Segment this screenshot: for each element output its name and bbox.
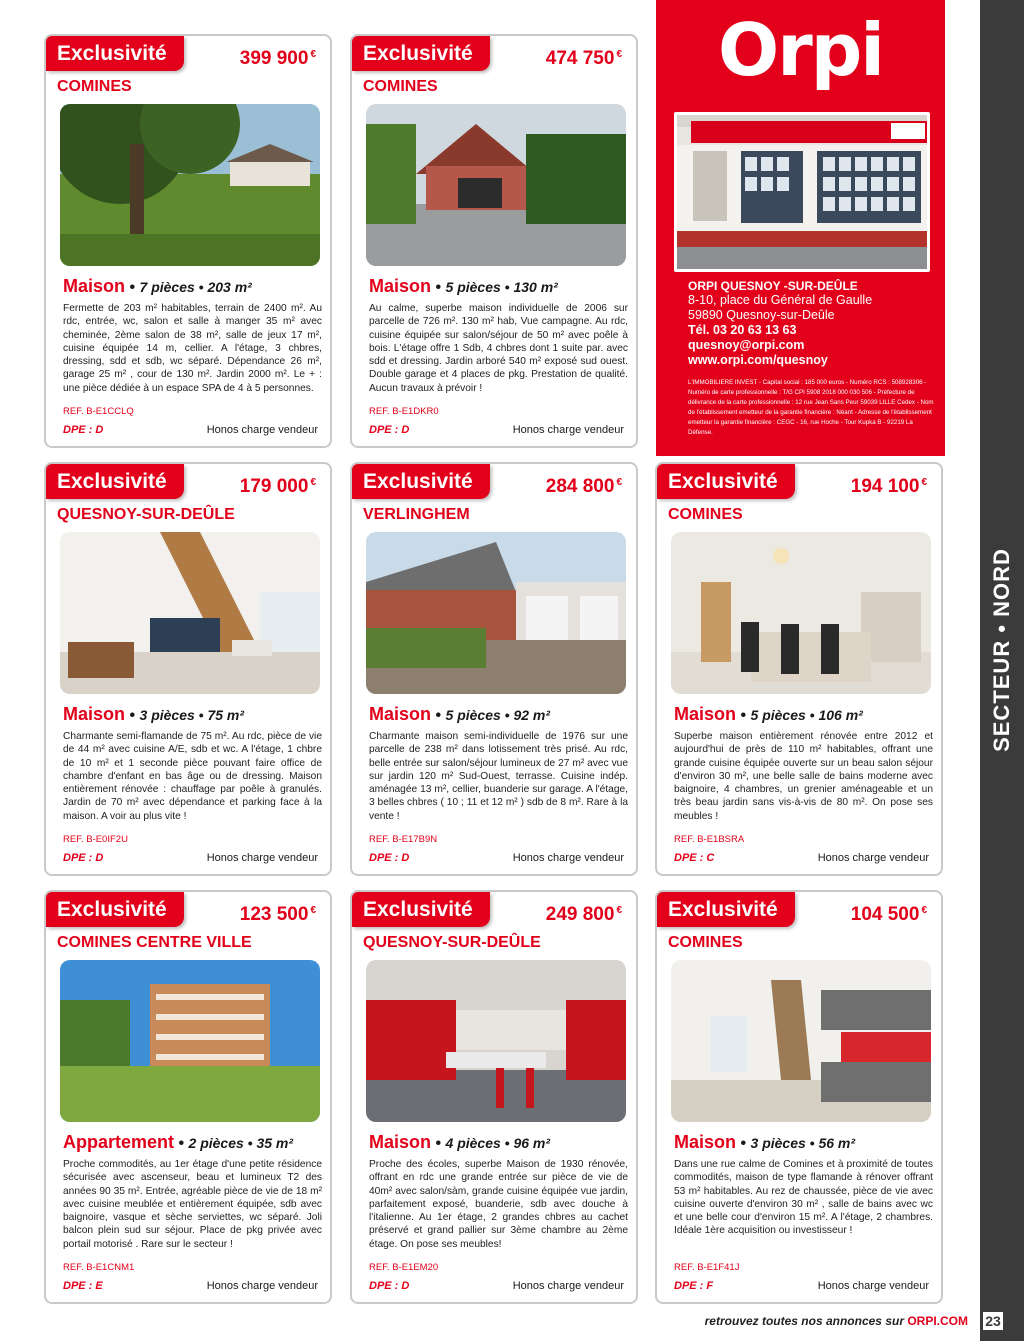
listing-ref: REF. B-E1F41J [674, 1262, 740, 1273]
listing-dpe: DPE : C [674, 852, 715, 864]
agency-panel [656, 0, 945, 456]
agency-website[interactable]: www.orpi.com/quesnoy [688, 353, 828, 367]
listing-honos: Honos charge vendeur [512, 424, 624, 436]
agency-contact [688, 279, 872, 368]
listing-photo[interactable] [60, 960, 320, 1122]
listing-description: Proche commodités, au 1er étage d'une petite résidence sécurisée avec ascenseur, beau et lumineux T2 des années 90 35 m². Entrée, agréable pièce de vie de 18 m² avec cuisine meublée et entièrement équipée, sdb avec baignoire, vasque et sèche serviettes, wc séparé. Joli balcon plein sud sur séjour. Place de pkg privée avec portail motorisé . Rare sur le secteur ! [63, 1159, 322, 1250]
listing-description: Au calme, superbe maison individuelle de 2006 sur parcelle de 726 m². 130 m² hab, Vue campagne. Au rdc, cuisine équipée sur salon/séjour de 50 m² avec poêle à bois. L'étage offre 1 Sdb, 4 chbres dont 1 suite par. avec sdd et dressing. Jardin arboré 540 m² exposé sud ouest. Double garage et 4 places de pkg. Prestation de qualité. Aucun travaux à prévoir ! [369, 303, 628, 394]
listing-city: COMINES [668, 506, 743, 523]
listing-headline: Appartement • 2 pièces • 35 m² [63, 1132, 294, 1152]
listing-dpe: DPE : E [63, 1280, 103, 1292]
listing-ref: REF. B-E1CNM1 [63, 1262, 135, 1273]
agency-address-2: 59890 Quesnoy-sur-Deûle [688, 308, 835, 322]
listing-dpe: DPE : D [369, 852, 410, 864]
listing-headline: Maison • 5 pièces • 106 m² [674, 704, 863, 724]
exclusive-tag: Exclusivité [657, 892, 795, 927]
listing-headline: Maison • 7 pièces • 203 m² [63, 276, 252, 296]
listing-price: 179 000 € [239, 476, 316, 497]
page-number: 23 [983, 1312, 1003, 1330]
listing-dpe: DPE : D [369, 1280, 410, 1292]
listing-ref: REF. B-E0IF2U [63, 834, 128, 845]
listing-honos: Honos charge vendeur [512, 852, 624, 864]
listing-description: Dans une rue calme de Comines et à proximité de toutes commodités, maison de type flamande à rénover offrant 53 m² habitables. Au rez de chaussée, pièce de vie avec cuisine ouverte d'environ 30 m² , salle de bains avec wc et une belle cour d'environ 15 m². A l'étage, 2 chambres. Idéale 1ère acquisition ou investisseur ! [674, 1159, 933, 1237]
exclusive-tag: Exclusivité [46, 892, 184, 927]
exclusive-tag: Exclusivité [657, 464, 795, 499]
listing-city: QUESNOY-SUR-DEÛLE [57, 506, 235, 523]
sector-label: SECTEUR • NORD [989, 548, 1014, 752]
listing-description: Proche des écoles, superbe Maison de 1930 rénovée, offrant en rdc une grande entrée sur pièce de vie de 40m² avec salon/sàm, grande cuisine équipée vue jardin, parfaitement exposé, buanderie, sdb avec douche à l'italienne. Au 1er étage, 2 grandes chbres au cachet préservé et grand pallier sur 3ème chambre au 2ème étage. On pose ses meubles! [369, 1159, 628, 1250]
listing-city: COMINES [57, 78, 132, 95]
listing-card[interactable] [655, 462, 943, 876]
exclusive-tag: Exclusivité [46, 36, 184, 71]
agency-email[interactable]: quesnoy@orpi.com [688, 338, 805, 352]
listing-dpe: DPE : D [63, 852, 104, 864]
listing-price: 123 500 € [239, 904, 316, 925]
listing-price: 104 500 € [850, 904, 927, 925]
listing-city: COMINES [668, 934, 743, 951]
agency-storefront-photo [674, 112, 930, 272]
listing-photo[interactable] [366, 532, 626, 694]
listing-dpe: DPE : D [369, 424, 410, 436]
footer-cta[interactable]: retrouvez toutes nos annonces sur ORPI.COM [704, 1314, 968, 1328]
listing-honos: Honos charge vendeur [817, 1280, 929, 1292]
listing-headline: Maison • 3 pièces • 75 m² [63, 704, 245, 724]
agency-legal-text: L'IMMOBILIERE INVEST - Capital social : 185 000 euros - Numéro RCS : 508928306 - Numéro de carte professionnelle : T/G CPI 5908 2018 000 030 506 - Préfecture de délivrance de la carte professionnelle : 12 rue Jean Sans Peur 59039 LILLE Cedex - Nom de l'établissement emetteur de la garantie financière : Néant - Adresse de l'établissement emetteur la garantie financière : CEGC - 16, rue Hoche - Tour Kupka B - 92219 La Défense. [688, 379, 934, 436]
listing-headline: Maison • 5 pièces • 92 m² [369, 704, 551, 724]
listing-ref: REF. B-E1DKR0 [369, 406, 439, 417]
orpi-logo: Orpi [718, 8, 883, 92]
listing-card[interactable] [44, 34, 332, 448]
listing-photo[interactable] [60, 532, 320, 694]
listing-honos: Honos charge vendeur [206, 852, 318, 864]
listing-dpe: DPE : D [63, 424, 104, 436]
listing-honos: Honos charge vendeur [206, 1280, 318, 1292]
listing-headline: Maison • 5 pièces • 130 m² [369, 276, 558, 296]
listing-honos: Honos charge vendeur [512, 1280, 624, 1292]
listing-photo[interactable] [366, 960, 626, 1122]
listing-photo[interactable] [671, 960, 931, 1122]
listing-city: COMINES [363, 78, 438, 95]
listing-headline: Maison • 4 pièces • 96 m² [369, 1132, 551, 1152]
listing-price: 284 800 € [545, 476, 622, 497]
listing-dpe: DPE : F [674, 1280, 714, 1292]
listing-price: 194 100 € [850, 476, 927, 497]
listing-photo[interactable] [671, 532, 931, 694]
listing-description: Charmante maison semi-individuelle de 1976 sur une parcelle de 238 m² dans lotissement très prisé. Au rdc, belle entrée sur salon/séjour lumineux de 27 m² avec vue sur jardin 120 m² Sud-Ouest, terrasse. Cuisine indép. aménagée 13 m², cellier, buanderie sur garage. A l'étage, 3 belles chbres ( 10 ; 11 et 12 m² ) sdb de 8 m². Rare à la vente ! [369, 731, 628, 822]
listing-card[interactable] [350, 890, 638, 1304]
listing-ref: REF. B-E1BSRA [674, 834, 745, 845]
listing-card[interactable] [655, 890, 943, 1304]
listing-ref: REF. B-E1CCLQ [63, 406, 134, 417]
listing-headline: Maison • 3 pièces • 56 m² [674, 1132, 856, 1152]
agency-name: ORPI QUESNOY -SUR-DEÛLE [688, 279, 858, 293]
listing-price: 399 900 € [239, 48, 316, 69]
listing-price: 249 800 € [545, 904, 622, 925]
listing-ref: REF. B-E17B9N [369, 834, 438, 845]
listing-photo[interactable] [60, 104, 320, 266]
listing-ref: REF. B-E1EM20 [369, 1262, 439, 1273]
listing-photo[interactable] [366, 104, 626, 266]
exclusive-tag: Exclusivité [46, 464, 184, 499]
listing-description: Charmante semi-flamande de 75 m². Au rdc, pièce de vie de 44 m² avec cuisine A/E, sdb et wc. A l'étage, 1 chbre de 10 m² et 1 seconde pièce pouvant faire office de chambre d'enfant en bas âge ou de dressing. Maison entièrement rénovée : chauffage par poêle à granulés. Jardin de 70 m² avec dépendance et parking face à la maison. A voir au plus vite ! [63, 731, 322, 822]
agency-address-1: 8-10, place du Général de Gaulle [688, 293, 873, 307]
exclusive-tag: Exclusivité [352, 36, 490, 71]
exclusive-tag: Exclusivité [352, 892, 490, 927]
listing-city: QUESNOY-SUR-DEÛLE [363, 934, 541, 951]
listing-card[interactable] [44, 462, 332, 876]
listing-card[interactable] [44, 890, 332, 1304]
listing-card[interactable] [350, 462, 638, 876]
listing-honos: Honos charge vendeur [206, 424, 318, 436]
listing-city: COMINES CENTRE VILLE [57, 934, 252, 951]
listing-price: 474 750 € [545, 48, 622, 69]
listing-description: Superbe maison entièrement rénovée entre 2012 et aujourd'hui de près de 110 m² habitables, offrant une grande cuisine équipée ouverte sur un beau salon séjour d'environ 30 m², une belle salle de bains moderne avec baignoire, 4 chambres, un grenier aménageable et un très beau jardin sans vis-à-vis de 80 m². On pose ses meubles ! [674, 731, 933, 822]
exclusive-tag: Exclusivité [352, 464, 490, 499]
listing-honos: Honos charge vendeur [817, 852, 929, 864]
listing-card[interactable] [350, 34, 638, 448]
listing-description: Fermette de 203 m² habitables, terrain de 2400 m². Au rdc, entrée, wc, salon et salle à manger 35 m² avec cheminée, 2ème salon de 38 m², salle de jeux 17 m², cuisine équipée 14 m, cellier. A l'étage, 3 chbres, dressing, sdd et sdb, wc séparé. Dépendance 26 m², garage 25 m² , cour de 130 m². Jardin 2000 m². Le + : une pièce dédiée à un espace SPA de 4 à 5 personnes. [63, 303, 322, 394]
agency-phone[interactable]: Tél. 03 20 63 13 63 [688, 323, 797, 337]
listing-city: VERLINGHEM [363, 506, 470, 523]
